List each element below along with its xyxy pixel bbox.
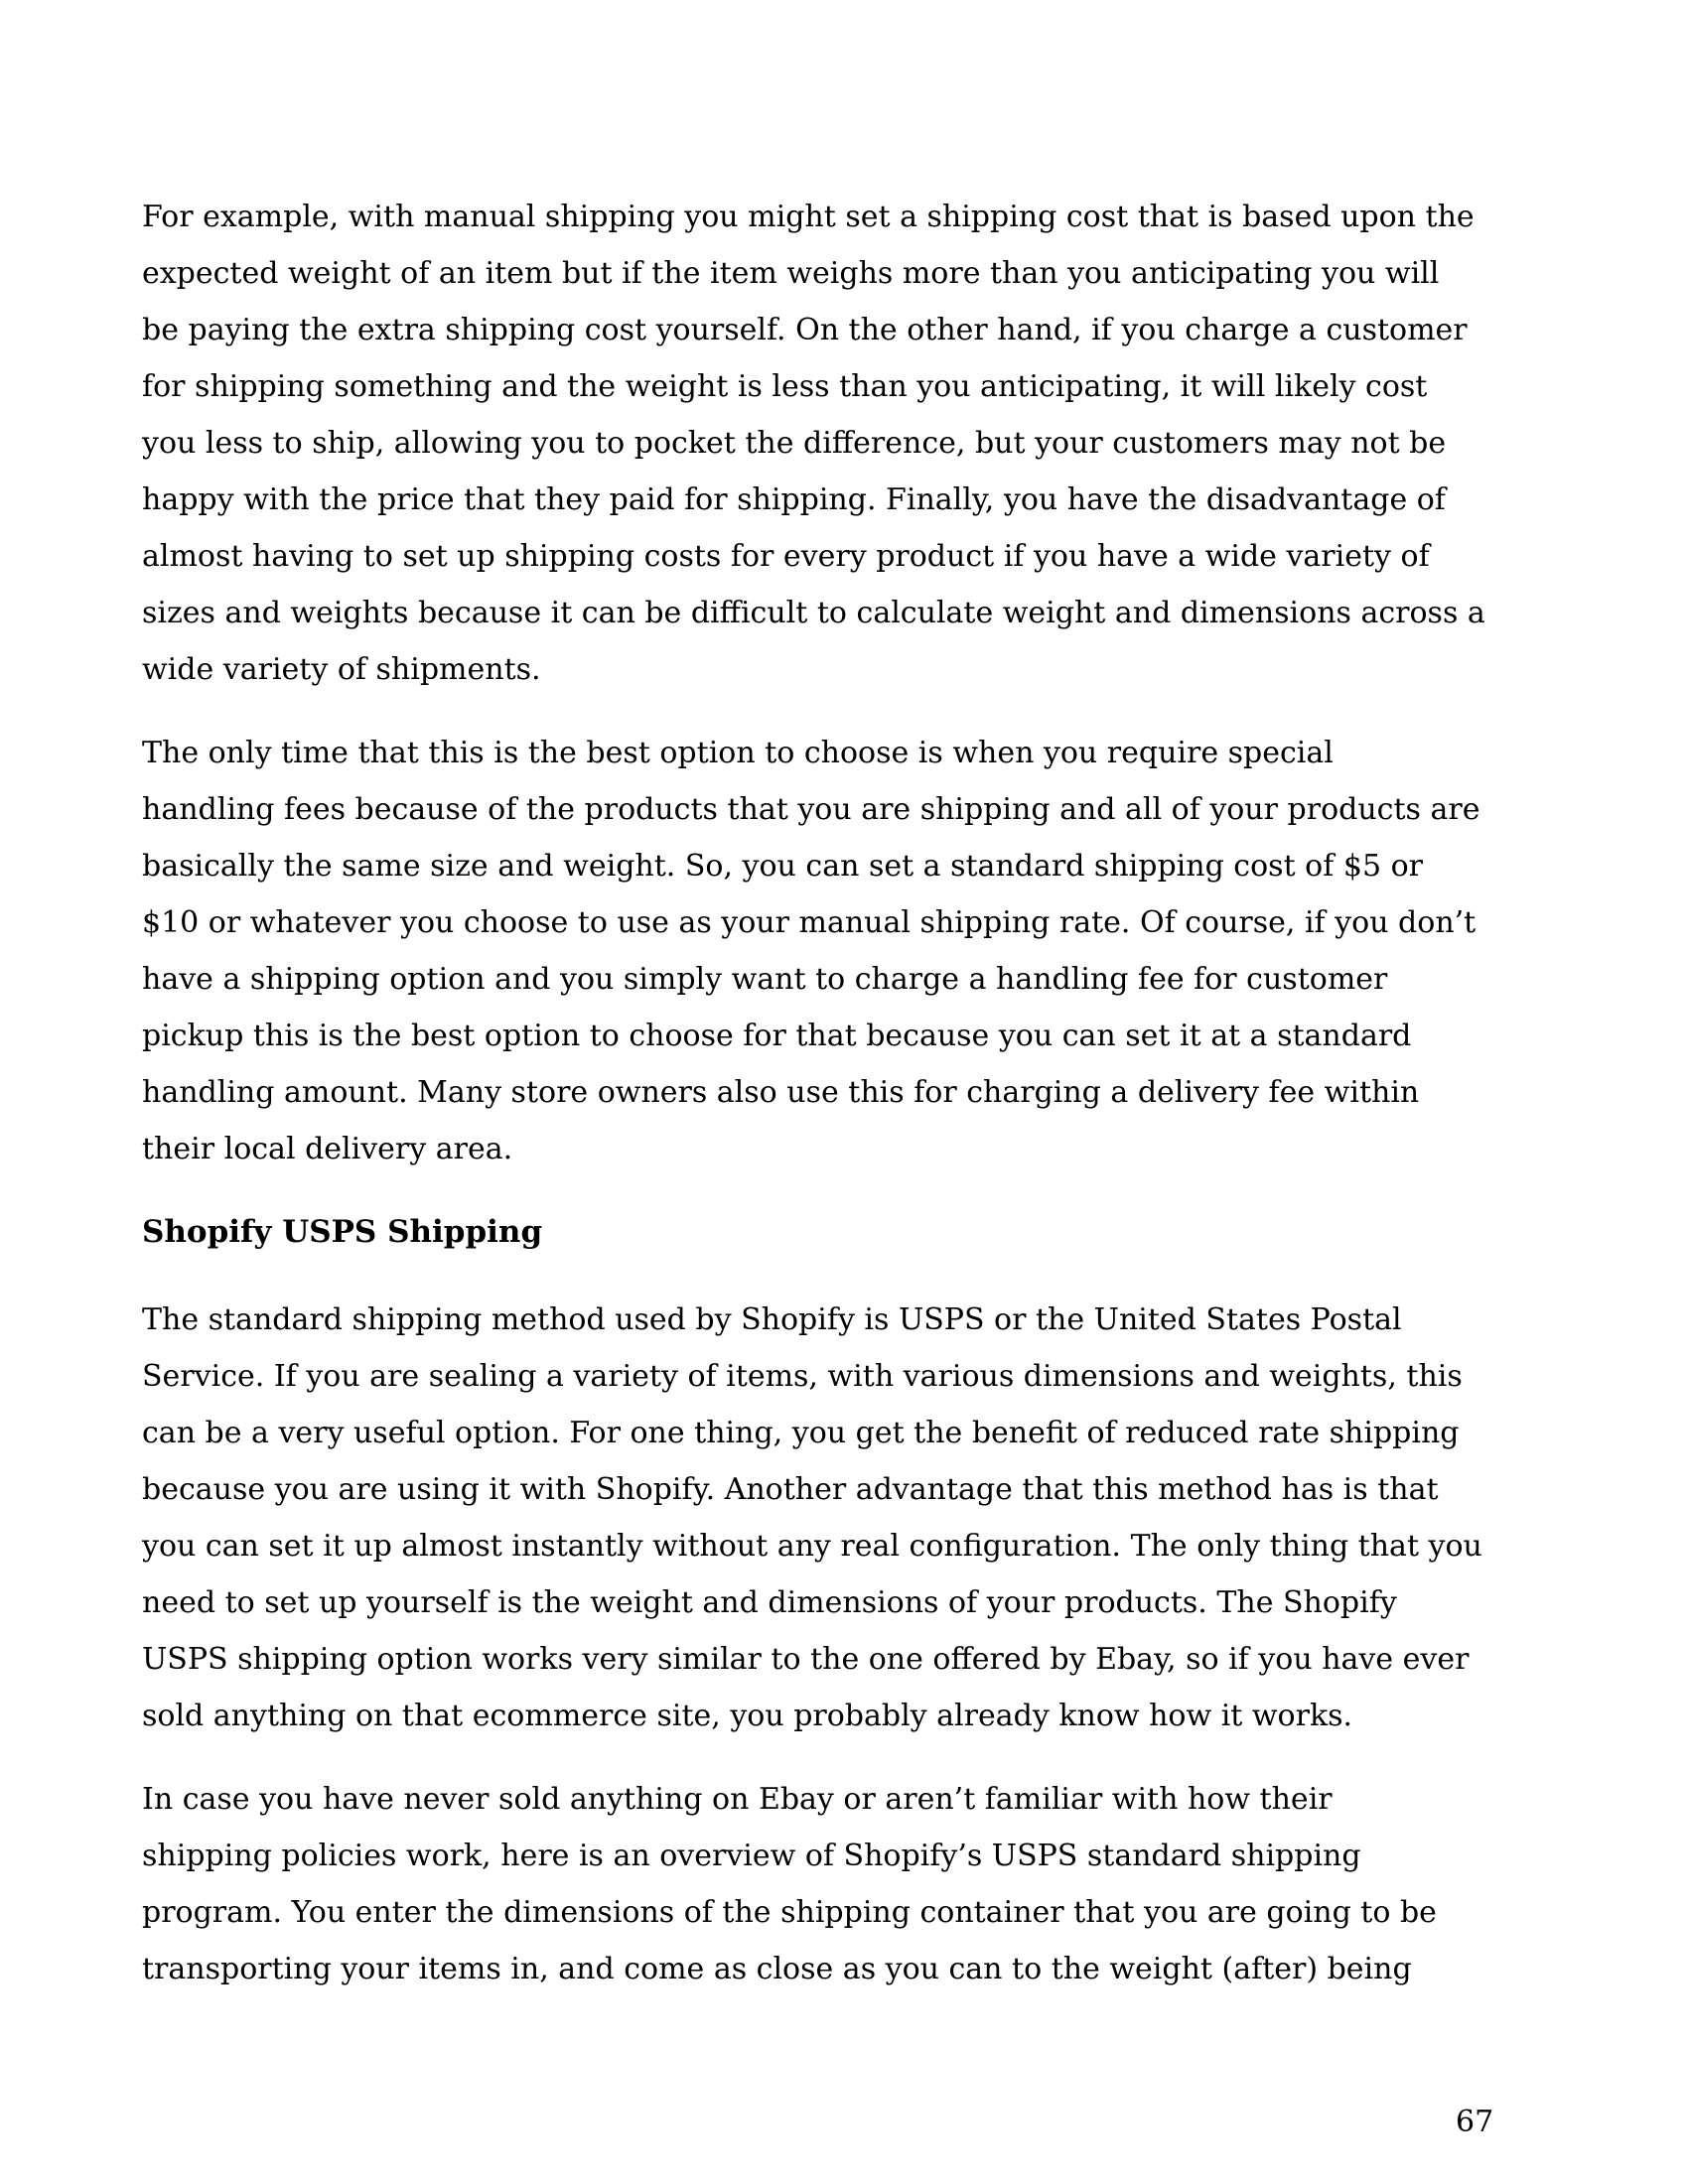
paragraph-line: For example, with manual shipping you might set a shipping cost that is based upon the [142, 200, 1475, 234]
paragraph-line: be paying the extra shipping cost yourself. On the other hand, if you charge a customer [142, 313, 1468, 347]
page-number: 67 [1456, 2105, 1494, 2139]
paragraph-line: pickup this is the best option to choose for that because you can set it at a standard [142, 1019, 1412, 1053]
paragraph-line: you less to ship, allowing you to pocket the difference, but your customers may not be [142, 426, 1447, 461]
paragraph-line: $10 or whatever you choose to use as your manual shipping rate. Of course, if you don’t [142, 905, 1477, 940]
section-heading: Shopify USPS Shipping [142, 1214, 543, 1250]
paragraph-line: Service. If you are sealing a variety of items, with various dimensions and weights, this [142, 1359, 1463, 1394]
paragraph-line: handling fees because of the products that you are shipping and all of your products are [142, 792, 1480, 827]
paragraph-line: expected weight of an item but if the item weighs more than you anticipating you will [142, 256, 1440, 291]
paragraph-line: The standard shipping method used by Shopify is USPS or the United States Postal [142, 1302, 1402, 1337]
paragraph-line: handling amount. Many store owners also use this for charging a delivery fee within [142, 1075, 1420, 1110]
paragraph-line: In case you have never sold anything on Ebay or aren’t familiar with how their [142, 1782, 1333, 1817]
paragraph-line: happy with the price that they paid for shipping. Finally, you have the disadvantage of [142, 482, 1446, 517]
paragraph-line: almost having to set up shipping costs for every product if you have a wide variety of [142, 539, 1430, 574]
paragraph-line: their local delivery area. [142, 1132, 513, 1166]
paragraph-line: wide variety of shipments. [142, 652, 541, 687]
body-paragraph [142, 725, 1572, 1177]
paragraph-line: USPS shipping option works very similar to the one offered by Ebay, so if you have ever [142, 1642, 1470, 1677]
paragraph-line: basically the same size and weight. So, you can set a standard shipping cost of $5 or [142, 849, 1423, 884]
paragraph-line: have a shipping option and you simply want to charge a handling fee for customer [142, 962, 1388, 997]
paragraph-line: sold anything on that ecommerce site, you probably already know how it works. [142, 1699, 1353, 1733]
paragraph-line: The only time that this is the best option to choose is when you require special [142, 736, 1334, 770]
paragraph-line: you can set it up almost instantly without any real configuration. The only thing that you [142, 1529, 1482, 1564]
paragraph-line: shipping policies work, here is an overview of Shopify’s USPS standard shipping [142, 1839, 1361, 1873]
paragraph-line: sizes and weights because it can be difficult to calculate weight and dimensions across a [142, 596, 1485, 630]
paragraph-line: need to set up yourself is the weight and dimensions of your products. The Shopify [142, 1585, 1397, 1620]
paragraph-line: because you are using it with Shopify. Another advantage that this method has is that [142, 1472, 1439, 1507]
paragraph-line: transporting your items in, and come as close as you can to the weight (after) being [142, 1952, 1412, 1986]
paragraph-line: can be a very useful option. For one thing, you get the benefit of reduced rate shipping [142, 1416, 1460, 1450]
body-paragraph [142, 1771, 1572, 1997]
paragraph-line: for shipping something and the weight is less than you anticipating, it will likely cost [142, 369, 1428, 404]
page-content [142, 189, 1572, 2024]
body-paragraph [142, 189, 1572, 698]
paragraph-line: program. You enter the dimensions of the shipping container that you are going to be [142, 1895, 1437, 1930]
body-paragraph [142, 1292, 1572, 1744]
